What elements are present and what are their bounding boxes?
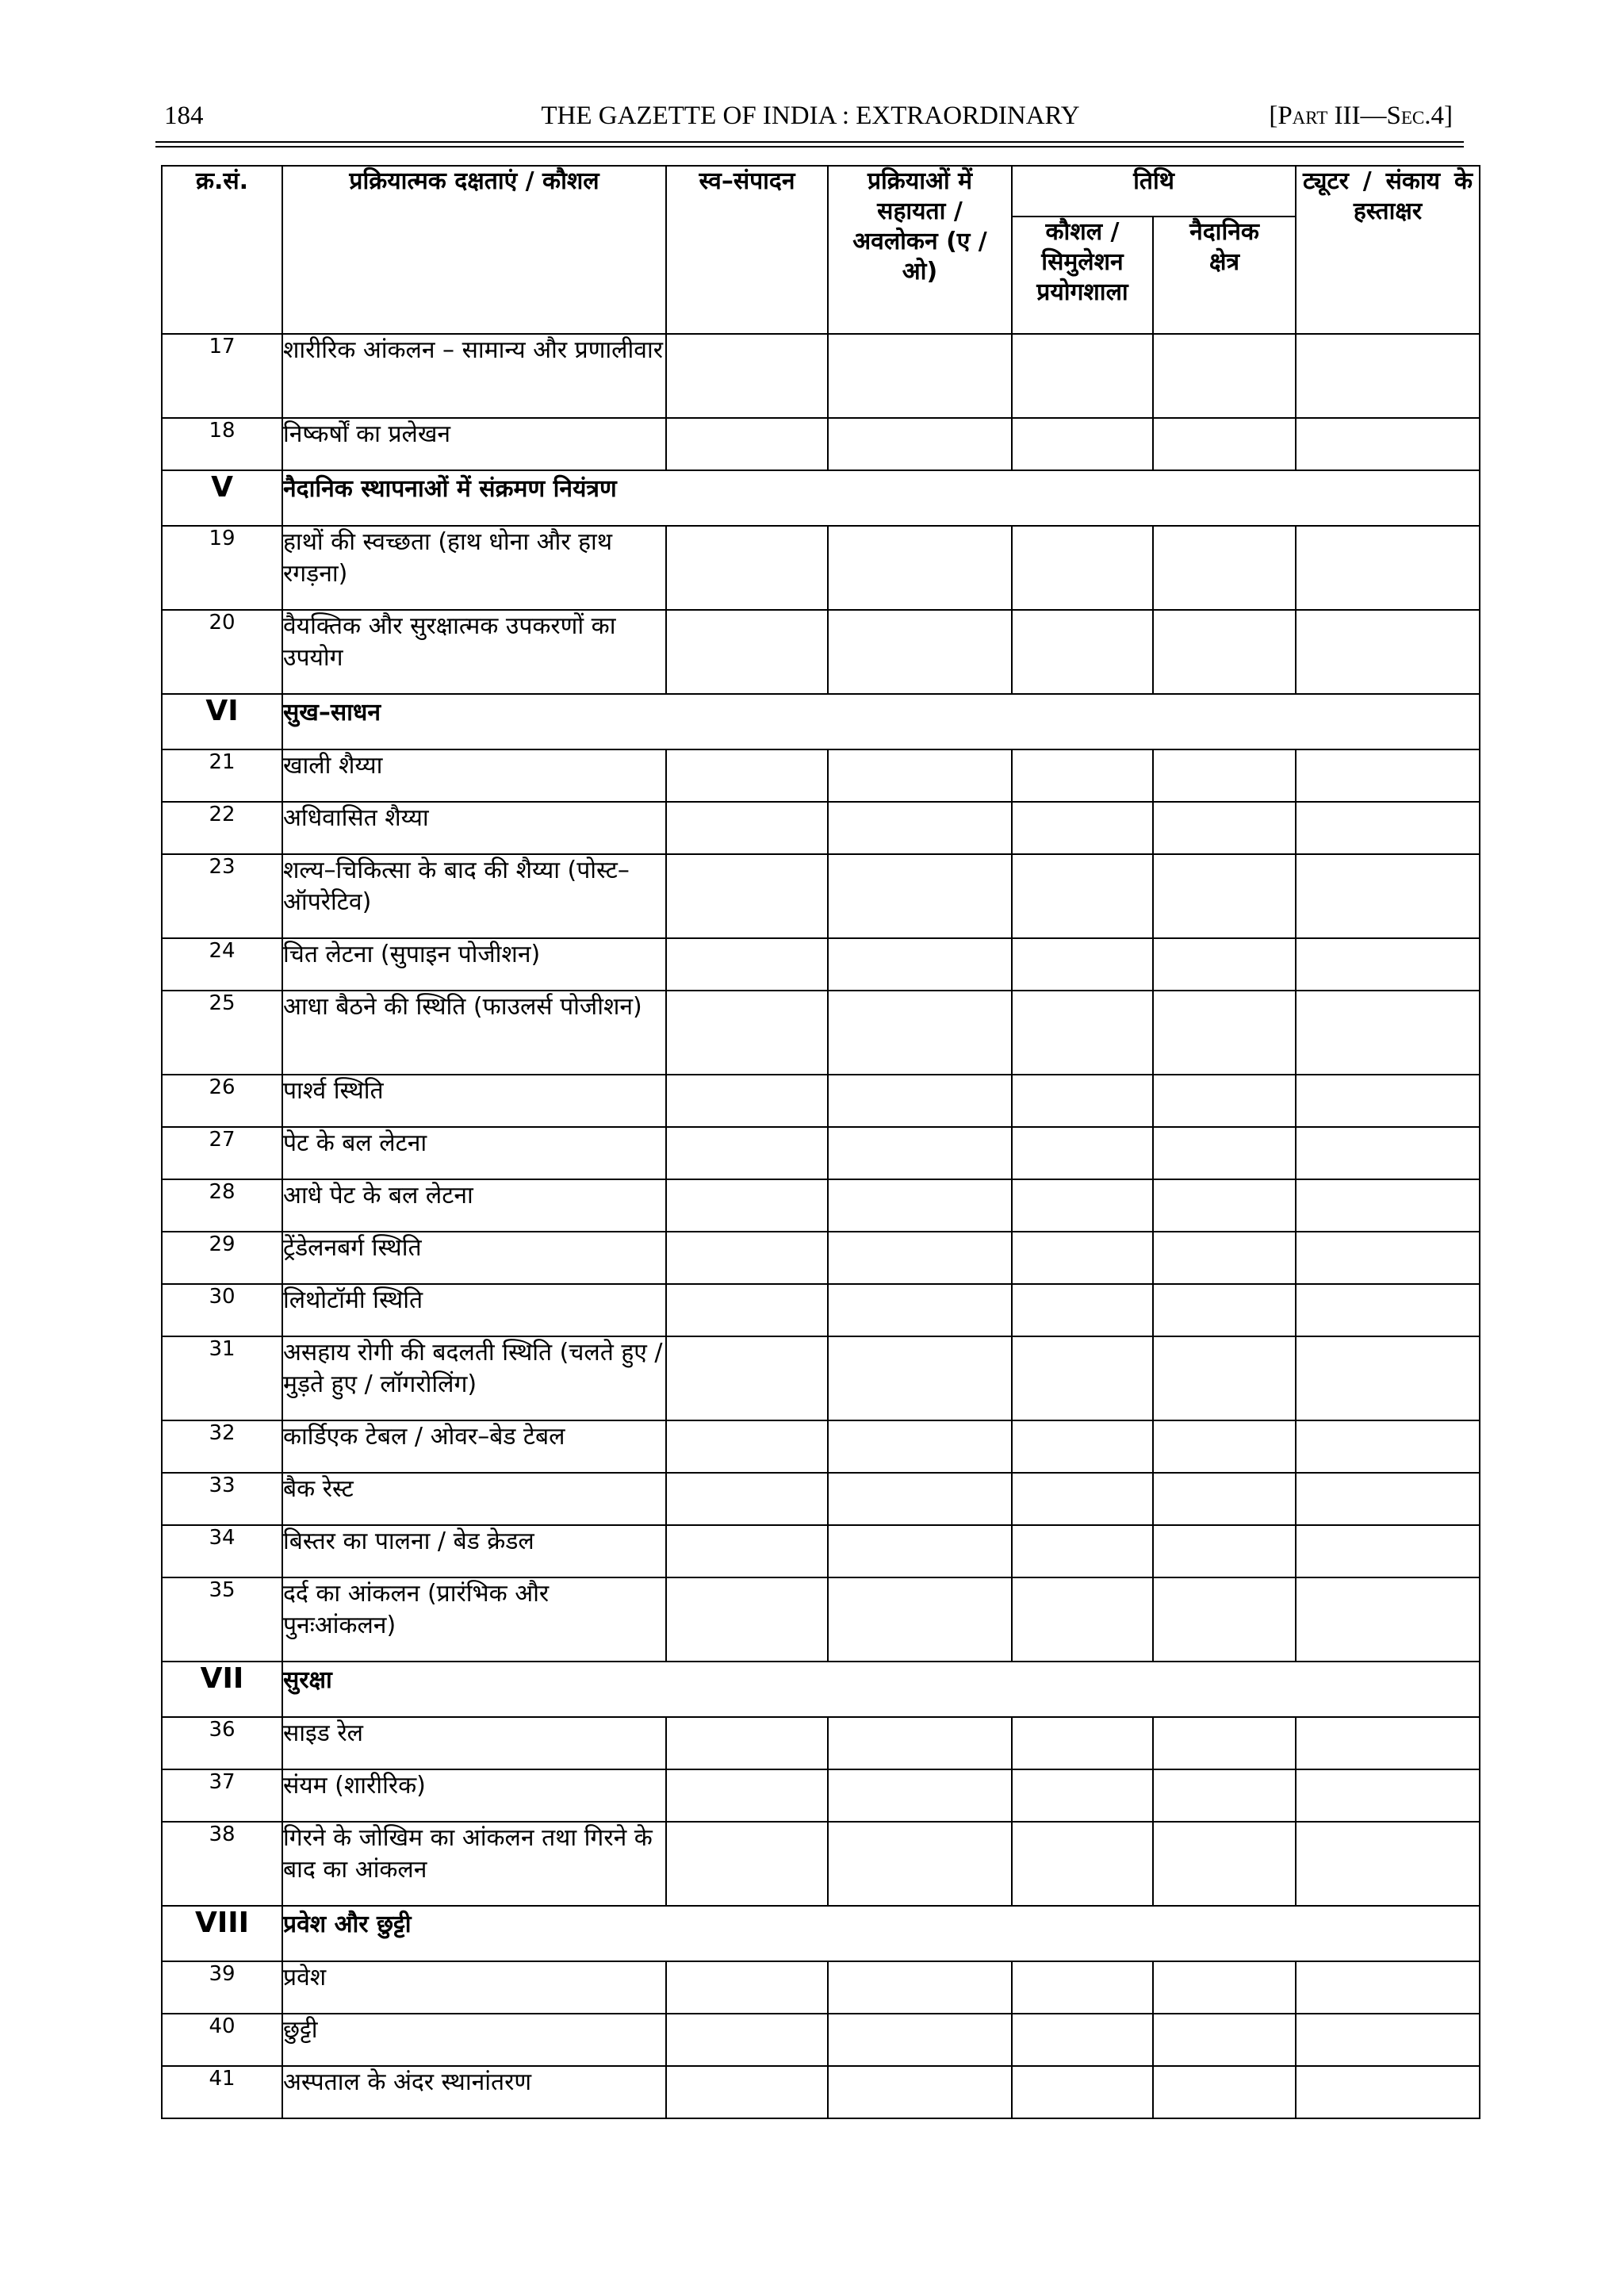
skill-lab-date-cell[interactable] bbox=[1012, 1961, 1153, 2014]
self-done-cell[interactable] bbox=[666, 1717, 828, 1769]
self-done-cell[interactable] bbox=[666, 1961, 828, 2014]
skill-name: आधे पेट के बल लेटना bbox=[282, 1179, 666, 1232]
skill-lab-date-cell[interactable] bbox=[1012, 1232, 1153, 1284]
header-rule-bottom bbox=[155, 146, 1464, 148]
table-row bbox=[162, 1717, 1480, 1769]
section-row bbox=[162, 1662, 1480, 1717]
serial-number: 26 bbox=[162, 1075, 282, 1127]
serial-number: 38 bbox=[162, 1822, 282, 1906]
table-row bbox=[162, 610, 1480, 694]
assist-cell[interactable] bbox=[828, 334, 1012, 418]
skill-lab-date-cell[interactable] bbox=[1012, 2066, 1153, 2118]
serial-number: 37 bbox=[162, 1769, 282, 1822]
assist-cell[interactable] bbox=[828, 1525, 1012, 1577]
table-row bbox=[162, 1822, 1480, 1906]
table-row bbox=[162, 1577, 1480, 1662]
serial-number: 31 bbox=[162, 1336, 282, 1420]
skill-lab-date-cell[interactable] bbox=[1012, 938, 1153, 991]
serial-number: 18 bbox=[162, 418, 282, 470]
assist-cell[interactable] bbox=[828, 802, 1012, 854]
skill-name: ट्रेंडेलनबर्ग स्थिति bbox=[282, 1232, 666, 1284]
skill-lab-date-cell[interactable] bbox=[1012, 991, 1153, 1075]
serial-number: 22 bbox=[162, 802, 282, 854]
self-done-cell[interactable] bbox=[666, 1822, 828, 1906]
clinical-date-cell[interactable] bbox=[1153, 1577, 1296, 1662]
skill-name: बैक रेस्ट bbox=[282, 1473, 666, 1525]
clinical-date-cell[interactable] bbox=[1153, 334, 1296, 418]
clinical-date-cell[interactable] bbox=[1153, 991, 1296, 1075]
serial-number: 19 bbox=[162, 526, 282, 610]
skill-name: लिथोटॉमी स्थिति bbox=[282, 1284, 666, 1336]
section-number: VI bbox=[162, 694, 282, 749]
self-done-cell[interactable] bbox=[666, 610, 828, 694]
skill-lab-date-cell[interactable] bbox=[1012, 2014, 1153, 2066]
signature-cell[interactable] bbox=[1296, 938, 1480, 991]
skill-name: खाली शैय्या bbox=[282, 749, 666, 802]
signature-cell[interactable] bbox=[1296, 1769, 1480, 1822]
section-title: नैदानिक स्थापनाओं में संक्रमण नियंत्रण bbox=[282, 470, 1480, 526]
skill-name: छुट्टी bbox=[282, 2014, 666, 2066]
table-row bbox=[162, 1284, 1480, 1336]
skill-lab-date-cell[interactable] bbox=[1012, 1075, 1153, 1127]
serial-number: 30 bbox=[162, 1284, 282, 1336]
serial-number: 25 bbox=[162, 991, 282, 1075]
table-row bbox=[162, 802, 1480, 854]
clinical-date-cell[interactable] bbox=[1153, 1525, 1296, 1577]
clinical-date-cell[interactable] bbox=[1153, 749, 1296, 802]
signature-cell[interactable] bbox=[1296, 1336, 1480, 1420]
skill-name: पेट के बल लेटना bbox=[282, 1127, 666, 1179]
self-done-cell[interactable] bbox=[666, 854, 828, 938]
table-row bbox=[162, 418, 1480, 470]
clinical-date-cell[interactable] bbox=[1153, 802, 1296, 854]
serial-number: 28 bbox=[162, 1179, 282, 1232]
skill-lab-date-cell[interactable] bbox=[1012, 1525, 1153, 1577]
self-done-cell[interactable] bbox=[666, 1127, 828, 1179]
self-done-cell[interactable] bbox=[666, 2066, 828, 2118]
table-row bbox=[162, 1075, 1480, 1127]
col-serial-header: क्र.सं. bbox=[162, 166, 282, 334]
clinical-date-cell[interactable] bbox=[1153, 1473, 1296, 1525]
assist-cell[interactable] bbox=[828, 1822, 1012, 1906]
skill-lab-date-cell[interactable] bbox=[1012, 1284, 1153, 1336]
serial-number: 40 bbox=[162, 2014, 282, 2066]
skill-lab-date-cell[interactable] bbox=[1012, 854, 1153, 938]
skill-lab-date-cell[interactable] bbox=[1012, 802, 1153, 854]
col-clinical-header: नैदानिक क्षेत्र bbox=[1153, 217, 1296, 334]
clinical-date-cell[interactable] bbox=[1153, 1075, 1296, 1127]
assist-cell[interactable] bbox=[828, 1473, 1012, 1525]
table-row bbox=[162, 334, 1480, 418]
self-done-cell[interactable] bbox=[666, 1769, 828, 1822]
skills-table bbox=[161, 165, 1480, 2119]
assist-cell[interactable] bbox=[828, 610, 1012, 694]
assist-cell[interactable] bbox=[828, 1284, 1012, 1336]
skill-name: अस्पताल के अंदर स्थानांतरण bbox=[282, 2066, 666, 2118]
assist-cell[interactable] bbox=[828, 526, 1012, 610]
table-row bbox=[162, 1961, 1480, 2014]
table-row bbox=[162, 991, 1480, 1075]
page-number: 184 bbox=[164, 102, 204, 130]
table-row bbox=[162, 1769, 1480, 1822]
assist-cell[interactable] bbox=[828, 418, 1012, 470]
skill-name: आधा बैठने की स्थिति (फाउलर्स पोजीशन) bbox=[282, 991, 666, 1075]
assist-cell[interactable] bbox=[828, 1769, 1012, 1822]
serial-number: 23 bbox=[162, 854, 282, 938]
skill-name: शल्य–चिकित्सा के बाद की शैय्या (पोस्ट–ऑपरेटिव) bbox=[282, 854, 666, 938]
self-done-cell[interactable] bbox=[666, 1473, 828, 1525]
clinical-date-cell[interactable] bbox=[1153, 610, 1296, 694]
section-title: सुरक्षा bbox=[282, 1662, 1480, 1717]
clinical-date-cell[interactable] bbox=[1153, 854, 1296, 938]
skill-lab-date-cell[interactable] bbox=[1012, 610, 1153, 694]
assist-cell[interactable] bbox=[828, 991, 1012, 1075]
clinical-date-cell[interactable] bbox=[1153, 2066, 1296, 2118]
self-done-cell[interactable] bbox=[666, 749, 828, 802]
skill-name: हाथों की स्वच्छता (हाथ धोना और हाथ रगड़ना) bbox=[282, 526, 666, 610]
signature-cell[interactable] bbox=[1296, 749, 1480, 802]
clinical-date-cell[interactable] bbox=[1153, 1420, 1296, 1473]
signature-cell[interactable] bbox=[1296, 418, 1480, 470]
self-done-cell[interactable] bbox=[666, 1577, 828, 1662]
clinical-date-cell[interactable] bbox=[1153, 2014, 1296, 2066]
table-row bbox=[162, 1127, 1480, 1179]
table-row bbox=[162, 1232, 1480, 1284]
skill-lab-date-cell[interactable] bbox=[1012, 1420, 1153, 1473]
self-done-cell[interactable] bbox=[666, 1075, 828, 1127]
section-title: प्रवेश और छुट्टी bbox=[282, 1906, 1480, 1961]
signature-cell[interactable] bbox=[1296, 854, 1480, 938]
part-section: [Part III—Sec.4] bbox=[1269, 102, 1453, 130]
signature-cell[interactable] bbox=[1296, 1232, 1480, 1284]
table-row bbox=[162, 854, 1480, 938]
serial-number: 36 bbox=[162, 1717, 282, 1769]
table-row bbox=[162, 1179, 1480, 1232]
skill-lab-date-cell[interactable] bbox=[1012, 1179, 1153, 1232]
clinical-date-cell[interactable] bbox=[1153, 1717, 1296, 1769]
col-date-header: तिथि bbox=[1012, 166, 1296, 217]
assist-cell[interactable] bbox=[828, 938, 1012, 991]
skill-lab-date-cell[interactable] bbox=[1012, 1336, 1153, 1420]
signature-cell[interactable] bbox=[1296, 334, 1480, 418]
table-row bbox=[162, 1336, 1480, 1420]
signature-cell[interactable] bbox=[1296, 2066, 1480, 2118]
clinical-date-cell[interactable] bbox=[1153, 1232, 1296, 1284]
self-done-cell[interactable] bbox=[666, 938, 828, 991]
serial-number: 39 bbox=[162, 1961, 282, 2014]
signature-cell[interactable] bbox=[1296, 802, 1480, 854]
assist-cell[interactable] bbox=[828, 749, 1012, 802]
skill-name: पार्श्व स्थिति bbox=[282, 1075, 666, 1127]
table-row bbox=[162, 2066, 1480, 2118]
serial-number: 21 bbox=[162, 749, 282, 802]
serial-number: 35 bbox=[162, 1577, 282, 1662]
section-number: VII bbox=[162, 1662, 282, 1717]
skills-table-body bbox=[162, 334, 1480, 2118]
serial-number: 32 bbox=[162, 1420, 282, 1473]
assist-cell[interactable] bbox=[828, 1717, 1012, 1769]
signature-cell[interactable] bbox=[1296, 1961, 1480, 2014]
self-done-cell[interactable] bbox=[666, 1284, 828, 1336]
signature-cell[interactable] bbox=[1296, 610, 1480, 694]
skill-lab-date-cell[interactable] bbox=[1012, 526, 1153, 610]
clinical-date-cell[interactable] bbox=[1153, 1179, 1296, 1232]
signature-cell[interactable] bbox=[1296, 2014, 1480, 2066]
clinical-date-cell[interactable] bbox=[1153, 1961, 1296, 2014]
self-done-cell[interactable] bbox=[666, 1336, 828, 1420]
assist-cell[interactable] bbox=[828, 2014, 1012, 2066]
assist-cell[interactable] bbox=[828, 1336, 1012, 1420]
section-number: V bbox=[162, 470, 282, 526]
skill-lab-date-cell[interactable] bbox=[1012, 1127, 1153, 1179]
assist-cell[interactable] bbox=[828, 1961, 1012, 2014]
clinical-date-cell[interactable] bbox=[1153, 1336, 1296, 1420]
clinical-date-cell[interactable] bbox=[1153, 418, 1296, 470]
skill-name: निष्कर्षों का प्रलेखन bbox=[282, 418, 666, 470]
skill-name: बिस्तर का पालना / बेड क्रेडल bbox=[282, 1525, 666, 1577]
assist-cell[interactable] bbox=[828, 1420, 1012, 1473]
assist-cell[interactable] bbox=[828, 854, 1012, 938]
col-self-done-header: स्व–संपादन bbox=[666, 166, 828, 334]
serial-number: 33 bbox=[162, 1473, 282, 1525]
skill-name: वैयक्तिक और सुरक्षात्मक उपकरणों का उपयोग bbox=[282, 610, 666, 694]
self-done-cell[interactable] bbox=[666, 334, 828, 418]
serial-number: 24 bbox=[162, 938, 282, 991]
self-done-cell[interactable] bbox=[666, 802, 828, 854]
self-done-cell[interactable] bbox=[666, 2014, 828, 2066]
skill-name: दर्द का आंकलन (प्रारंभिक और पुनःआंकलन) bbox=[282, 1577, 666, 1662]
assist-cell[interactable] bbox=[828, 1127, 1012, 1179]
table-row bbox=[162, 1420, 1480, 1473]
self-done-cell[interactable] bbox=[666, 1525, 828, 1577]
signature-cell[interactable] bbox=[1296, 1577, 1480, 1662]
signature-cell[interactable] bbox=[1296, 1717, 1480, 1769]
skill-lab-date-cell[interactable] bbox=[1012, 749, 1153, 802]
clinical-date-cell[interactable] bbox=[1153, 1284, 1296, 1336]
assist-cell[interactable] bbox=[828, 1179, 1012, 1232]
skill-lab-date-cell[interactable] bbox=[1012, 334, 1153, 418]
clinical-date-cell[interactable] bbox=[1153, 526, 1296, 610]
signature-cell[interactable] bbox=[1296, 1127, 1480, 1179]
skill-name: संयम (शारीरिक) bbox=[282, 1769, 666, 1822]
signature-cell[interactable] bbox=[1296, 1420, 1480, 1473]
clinical-date-cell[interactable] bbox=[1153, 1127, 1296, 1179]
page-header bbox=[160, 94, 1461, 138]
table-row bbox=[162, 1525, 1480, 1577]
self-done-cell[interactable] bbox=[666, 991, 828, 1075]
signature-cell[interactable] bbox=[1296, 1179, 1480, 1232]
assist-cell[interactable] bbox=[828, 1075, 1012, 1127]
skill-name: कार्डिएक टेबल / ओवर–बेड टेबल bbox=[282, 1420, 666, 1473]
section-row bbox=[162, 1906, 1480, 1961]
section-number: VIII bbox=[162, 1906, 282, 1961]
serial-number: 29 bbox=[162, 1232, 282, 1284]
skill-lab-date-cell[interactable] bbox=[1012, 418, 1153, 470]
skill-name: साइड रेल bbox=[282, 1717, 666, 1769]
skill-name: असहाय रोगी की बदलती स्थिति (चलते हुए / मुड़ते हुए / लॉगरोलिंग) bbox=[282, 1336, 666, 1420]
assist-cell[interactable] bbox=[828, 1232, 1012, 1284]
serial-number: 34 bbox=[162, 1525, 282, 1577]
serial-number: 41 bbox=[162, 2066, 282, 2118]
serial-number: 27 bbox=[162, 1127, 282, 1179]
skill-name: गिरने के जोखिम का आंकलन तथा गिरने के बाद का आंकलन bbox=[282, 1822, 666, 1906]
table-row bbox=[162, 2014, 1480, 2066]
signature-cell[interactable] bbox=[1296, 1525, 1480, 1577]
clinical-date-cell[interactable] bbox=[1153, 1822, 1296, 1906]
table-row bbox=[162, 526, 1480, 610]
signature-cell[interactable] bbox=[1296, 991, 1480, 1075]
clinical-date-cell[interactable] bbox=[1153, 938, 1296, 991]
table-row bbox=[162, 938, 1480, 991]
skill-lab-date-cell[interactable] bbox=[1012, 1769, 1153, 1822]
self-done-cell[interactable] bbox=[666, 1179, 828, 1232]
section-row bbox=[162, 694, 1480, 749]
signature-cell[interactable] bbox=[1296, 1284, 1480, 1336]
skill-lab-date-cell[interactable] bbox=[1012, 1717, 1153, 1769]
skill-name: प्रवेश bbox=[282, 1961, 666, 2014]
serial-number: 20 bbox=[162, 610, 282, 694]
table-row bbox=[162, 749, 1480, 802]
col-signature-header: ट्यूटर / संकाय के हस्ताक्षर bbox=[1296, 166, 1480, 334]
skill-lab-date-cell[interactable] bbox=[1012, 1822, 1153, 1906]
skill-lab-date-cell[interactable] bbox=[1012, 1473, 1153, 1525]
section-title: सुख–साधन bbox=[282, 694, 1480, 749]
serial-number: 17 bbox=[162, 334, 282, 418]
self-done-cell[interactable] bbox=[666, 418, 828, 470]
skill-name: शारीरिक आंकलन – सामान्य और प्रणालीवार bbox=[282, 334, 666, 418]
assist-cell[interactable] bbox=[828, 2066, 1012, 2118]
assist-cell[interactable] bbox=[828, 1577, 1012, 1662]
self-done-cell[interactable] bbox=[666, 526, 828, 610]
header-rule-top bbox=[155, 141, 1464, 143]
self-done-cell[interactable] bbox=[666, 1420, 828, 1473]
skill-name: चित लेटना (सुपाइन पोजीशन) bbox=[282, 938, 666, 991]
table-row bbox=[162, 1473, 1480, 1525]
signature-cell[interactable] bbox=[1296, 1075, 1480, 1127]
skill-name: अधिवासित शैय्या bbox=[282, 802, 666, 854]
gazette-title: THE GAZETTE OF INDIA : EXTRAORDINARY bbox=[541, 102, 1080, 130]
signature-cell[interactable] bbox=[1296, 1473, 1480, 1525]
col-skill-lab-header: कौशल / सिमुलेशन प्रयोगशाला bbox=[1012, 217, 1153, 334]
signature-cell[interactable] bbox=[1296, 526, 1480, 610]
clinical-date-cell[interactable] bbox=[1153, 1769, 1296, 1822]
self-done-cell[interactable] bbox=[666, 1232, 828, 1284]
skill-lab-date-cell[interactable] bbox=[1012, 1577, 1153, 1662]
col-assist-header: प्रक्रियाओं में सहायता / अवलोकन (ए / ओ) bbox=[828, 166, 1012, 334]
signature-cell[interactable] bbox=[1296, 1822, 1480, 1906]
col-skills-header: प्रक्रियात्मक दक्षताएं / कौशल bbox=[282, 166, 666, 334]
section-row bbox=[162, 470, 1480, 526]
